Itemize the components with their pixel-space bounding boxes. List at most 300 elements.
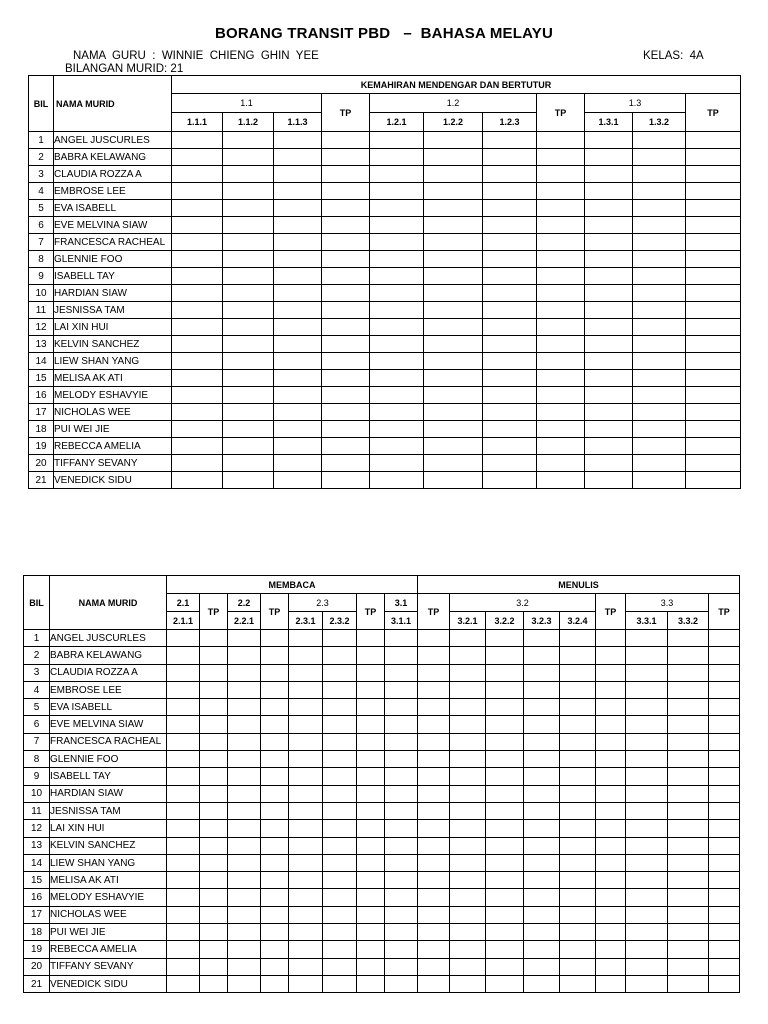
- score-cell[interactable]: [560, 924, 596, 941]
- score-cell[interactable]: [289, 924, 323, 941]
- score-cell[interactable]: [450, 854, 486, 871]
- score-cell[interactable]: [686, 404, 741, 421]
- score-cell[interactable]: [289, 889, 323, 906]
- score-cell[interactable]: [537, 319, 585, 336]
- score-cell[interactable]: [385, 699, 418, 716]
- score-cell[interactable]: [323, 854, 357, 871]
- score-cell[interactable]: [424, 472, 483, 489]
- score-cell[interactable]: [261, 630, 289, 647]
- score-cell[interactable]: [274, 336, 322, 353]
- score-cell[interactable]: [537, 336, 585, 353]
- score-cell[interactable]: [686, 302, 741, 319]
- score-cell[interactable]: [228, 768, 261, 785]
- score-cell[interactable]: [322, 421, 370, 438]
- score-cell[interactable]: [418, 820, 450, 837]
- score-cell[interactable]: [274, 455, 322, 472]
- score-cell[interactable]: [385, 751, 418, 768]
- score-cell[interactable]: [223, 285, 274, 302]
- score-cell[interactable]: [357, 785, 385, 802]
- score-cell[interactable]: [560, 854, 596, 871]
- score-cell[interactable]: [560, 630, 596, 647]
- score-cell[interactable]: [626, 802, 668, 819]
- score-cell[interactable]: [626, 647, 668, 664]
- score-cell[interactable]: [322, 285, 370, 302]
- score-cell[interactable]: [524, 837, 560, 854]
- score-cell[interactable]: [668, 785, 709, 802]
- score-cell[interactable]: [633, 387, 686, 404]
- score-cell[interactable]: [370, 200, 424, 217]
- score-cell[interactable]: [709, 768, 740, 785]
- score-cell[interactable]: [167, 854, 200, 871]
- score-cell[interactable]: [223, 166, 274, 183]
- score-cell[interactable]: [357, 647, 385, 664]
- score-cell[interactable]: [560, 906, 596, 923]
- score-cell[interactable]: [322, 353, 370, 370]
- score-cell[interactable]: [585, 353, 633, 370]
- score-cell[interactable]: [223, 302, 274, 319]
- score-cell[interactable]: [524, 802, 560, 819]
- score-cell[interactable]: [450, 647, 486, 664]
- score-cell[interactable]: [274, 302, 322, 319]
- score-cell[interactable]: [385, 664, 418, 681]
- score-cell[interactable]: [560, 768, 596, 785]
- score-cell[interactable]: [483, 132, 537, 149]
- score-cell[interactable]: [385, 768, 418, 785]
- score-cell[interactable]: [418, 664, 450, 681]
- score-cell[interactable]: [172, 336, 223, 353]
- score-cell[interactable]: [200, 837, 228, 854]
- score-cell[interactable]: [524, 733, 560, 750]
- score-cell[interactable]: [172, 302, 223, 319]
- score-cell[interactable]: [596, 958, 626, 975]
- score-cell[interactable]: [274, 217, 322, 234]
- score-cell[interactable]: [223, 217, 274, 234]
- score-cell[interactable]: [633, 302, 686, 319]
- score-cell[interactable]: [709, 647, 740, 664]
- score-cell[interactable]: [370, 404, 424, 421]
- score-cell[interactable]: [228, 733, 261, 750]
- score-cell[interactable]: [289, 716, 323, 733]
- score-cell[interactable]: [450, 958, 486, 975]
- score-cell[interactable]: [560, 681, 596, 698]
- score-cell[interactable]: [633, 149, 686, 166]
- score-cell[interactable]: [626, 785, 668, 802]
- score-cell[interactable]: [323, 975, 357, 992]
- score-cell[interactable]: [385, 872, 418, 889]
- score-cell[interactable]: [486, 924, 524, 941]
- score-cell[interactable]: [633, 234, 686, 251]
- score-cell[interactable]: [370, 234, 424, 251]
- score-cell[interactable]: [537, 285, 585, 302]
- score-cell[interactable]: [323, 924, 357, 941]
- score-cell[interactable]: [585, 319, 633, 336]
- score-cell[interactable]: [418, 751, 450, 768]
- score-cell[interactable]: [560, 889, 596, 906]
- score-cell[interactable]: [524, 785, 560, 802]
- score-cell[interactable]: [596, 872, 626, 889]
- score-cell[interactable]: [686, 421, 741, 438]
- score-cell[interactable]: [370, 268, 424, 285]
- score-cell[interactable]: [626, 958, 668, 975]
- score-cell[interactable]: [537, 251, 585, 268]
- score-cell[interactable]: [424, 353, 483, 370]
- score-cell[interactable]: [289, 802, 323, 819]
- score-cell[interactable]: [486, 647, 524, 664]
- score-cell[interactable]: [289, 958, 323, 975]
- score-cell[interactable]: [228, 630, 261, 647]
- score-cell[interactable]: [424, 251, 483, 268]
- score-cell[interactable]: [200, 906, 228, 923]
- score-cell[interactable]: [357, 802, 385, 819]
- score-cell[interactable]: [322, 166, 370, 183]
- score-cell[interactable]: [172, 132, 223, 149]
- score-cell[interactable]: [357, 872, 385, 889]
- score-cell[interactable]: [200, 699, 228, 716]
- score-cell[interactable]: [228, 751, 261, 768]
- score-cell[interactable]: [228, 872, 261, 889]
- score-cell[interactable]: [483, 183, 537, 200]
- score-cell[interactable]: [633, 353, 686, 370]
- score-cell[interactable]: [418, 837, 450, 854]
- score-cell[interactable]: [585, 370, 633, 387]
- score-cell[interactable]: [261, 975, 289, 992]
- score-cell[interactable]: [596, 664, 626, 681]
- score-cell[interactable]: [524, 647, 560, 664]
- score-cell[interactable]: [370, 472, 424, 489]
- score-cell[interactable]: [385, 924, 418, 941]
- score-cell[interactable]: [357, 699, 385, 716]
- score-cell[interactable]: [261, 906, 289, 923]
- score-cell[interactable]: [668, 958, 709, 975]
- score-cell[interactable]: [322, 183, 370, 200]
- score-cell[interactable]: [633, 285, 686, 302]
- score-cell[interactable]: [709, 733, 740, 750]
- score-cell[interactable]: [228, 785, 261, 802]
- score-cell[interactable]: [385, 681, 418, 698]
- score-cell[interactable]: [483, 166, 537, 183]
- score-cell[interactable]: [289, 906, 323, 923]
- score-cell[interactable]: [483, 217, 537, 234]
- score-cell[interactable]: [686, 217, 741, 234]
- score-cell[interactable]: [385, 802, 418, 819]
- score-cell[interactable]: [172, 421, 223, 438]
- score-cell[interactable]: [483, 268, 537, 285]
- score-cell[interactable]: [524, 924, 560, 941]
- score-cell[interactable]: [228, 975, 261, 992]
- score-cell[interactable]: [228, 837, 261, 854]
- score-cell[interactable]: [418, 768, 450, 785]
- score-cell[interactable]: [585, 404, 633, 421]
- score-cell[interactable]: [596, 820, 626, 837]
- score-cell[interactable]: [200, 854, 228, 871]
- score-cell[interactable]: [424, 438, 483, 455]
- score-cell[interactable]: [323, 681, 357, 698]
- score-cell[interactable]: [596, 837, 626, 854]
- score-cell[interactable]: [370, 387, 424, 404]
- score-cell[interactable]: [585, 472, 633, 489]
- score-cell[interactable]: [357, 733, 385, 750]
- score-cell[interactable]: [370, 285, 424, 302]
- score-cell[interactable]: [537, 455, 585, 472]
- score-cell[interactable]: [524, 664, 560, 681]
- score-cell[interactable]: [167, 975, 200, 992]
- score-cell[interactable]: [200, 664, 228, 681]
- score-cell[interactable]: [709, 889, 740, 906]
- score-cell[interactable]: [709, 924, 740, 941]
- score-cell[interactable]: [418, 924, 450, 941]
- score-cell[interactable]: [686, 438, 741, 455]
- score-cell[interactable]: [289, 872, 323, 889]
- score-cell[interactable]: [370, 149, 424, 166]
- score-cell[interactable]: [668, 889, 709, 906]
- score-cell[interactable]: [668, 924, 709, 941]
- score-cell[interactable]: [223, 336, 274, 353]
- score-cell[interactable]: [289, 820, 323, 837]
- score-cell[interactable]: [450, 630, 486, 647]
- score-cell[interactable]: [686, 387, 741, 404]
- score-cell[interactable]: [486, 802, 524, 819]
- score-cell[interactable]: [289, 733, 323, 750]
- score-cell[interactable]: [560, 820, 596, 837]
- score-cell[interactable]: [626, 664, 668, 681]
- score-cell[interactable]: [537, 268, 585, 285]
- score-cell[interactable]: [167, 785, 200, 802]
- score-cell[interactable]: [200, 941, 228, 958]
- score-cell[interactable]: [167, 733, 200, 750]
- score-cell[interactable]: [172, 472, 223, 489]
- score-cell[interactable]: [483, 353, 537, 370]
- score-cell[interactable]: [483, 387, 537, 404]
- score-cell[interactable]: [172, 319, 223, 336]
- score-cell[interactable]: [585, 234, 633, 251]
- score-cell[interactable]: [668, 733, 709, 750]
- score-cell[interactable]: [596, 733, 626, 750]
- score-cell[interactable]: [385, 820, 418, 837]
- score-cell[interactable]: [323, 802, 357, 819]
- score-cell[interactable]: [261, 699, 289, 716]
- score-cell[interactable]: [274, 370, 322, 387]
- score-cell[interactable]: [274, 149, 322, 166]
- score-cell[interactable]: [626, 889, 668, 906]
- score-cell[interactable]: [537, 166, 585, 183]
- score-cell[interactable]: [385, 854, 418, 871]
- score-cell[interactable]: [626, 699, 668, 716]
- score-cell[interactable]: [424, 132, 483, 149]
- score-cell[interactable]: [424, 200, 483, 217]
- score-cell[interactable]: [709, 681, 740, 698]
- score-cell[interactable]: [450, 924, 486, 941]
- score-cell[interactable]: [228, 941, 261, 958]
- score-cell[interactable]: [200, 802, 228, 819]
- score-cell[interactable]: [274, 166, 322, 183]
- score-cell[interactable]: [261, 664, 289, 681]
- score-cell[interactable]: [709, 802, 740, 819]
- score-cell[interactable]: [596, 768, 626, 785]
- score-cell[interactable]: [668, 820, 709, 837]
- score-cell[interactable]: [560, 941, 596, 958]
- score-cell[interactable]: [323, 889, 357, 906]
- score-cell[interactable]: [424, 268, 483, 285]
- score-cell[interactable]: [626, 941, 668, 958]
- score-cell[interactable]: [167, 924, 200, 941]
- score-cell[interactable]: [261, 837, 289, 854]
- score-cell[interactable]: [322, 234, 370, 251]
- score-cell[interactable]: [486, 699, 524, 716]
- score-cell[interactable]: [322, 455, 370, 472]
- score-cell[interactable]: [537, 353, 585, 370]
- score-cell[interactable]: [385, 906, 418, 923]
- score-cell[interactable]: [626, 751, 668, 768]
- score-cell[interactable]: [274, 404, 322, 421]
- score-cell[interactable]: [357, 924, 385, 941]
- score-cell[interactable]: [486, 751, 524, 768]
- score-cell[interactable]: [261, 647, 289, 664]
- score-cell[interactable]: [560, 837, 596, 854]
- score-cell[interactable]: [424, 336, 483, 353]
- score-cell[interactable]: [709, 941, 740, 958]
- score-cell[interactable]: [322, 370, 370, 387]
- score-cell[interactable]: [596, 699, 626, 716]
- score-cell[interactable]: [486, 872, 524, 889]
- score-cell[interactable]: [686, 319, 741, 336]
- score-cell[interactable]: [200, 630, 228, 647]
- score-cell[interactable]: [385, 975, 418, 992]
- score-cell[interactable]: [418, 975, 450, 992]
- score-cell[interactable]: [261, 681, 289, 698]
- score-cell[interactable]: [585, 387, 633, 404]
- score-cell[interactable]: [596, 906, 626, 923]
- score-cell[interactable]: [167, 820, 200, 837]
- score-cell[interactable]: [626, 872, 668, 889]
- score-cell[interactable]: [709, 975, 740, 992]
- score-cell[interactable]: [223, 472, 274, 489]
- score-cell[interactable]: [289, 647, 323, 664]
- score-cell[interactable]: [483, 438, 537, 455]
- score-cell[interactable]: [668, 768, 709, 785]
- score-cell[interactable]: [172, 438, 223, 455]
- score-cell[interactable]: [322, 319, 370, 336]
- score-cell[interactable]: [167, 958, 200, 975]
- score-cell[interactable]: [385, 733, 418, 750]
- score-cell[interactable]: [537, 472, 585, 489]
- score-cell[interactable]: [322, 404, 370, 421]
- score-cell[interactable]: [223, 319, 274, 336]
- score-cell[interactable]: [709, 716, 740, 733]
- score-cell[interactable]: [274, 387, 322, 404]
- score-cell[interactable]: [585, 200, 633, 217]
- score-cell[interactable]: [686, 455, 741, 472]
- score-cell[interactable]: [668, 699, 709, 716]
- score-cell[interactable]: [424, 149, 483, 166]
- score-cell[interactable]: [585, 217, 633, 234]
- score-cell[interactable]: [486, 664, 524, 681]
- score-cell[interactable]: [686, 166, 741, 183]
- score-cell[interactable]: [486, 681, 524, 698]
- score-cell[interactable]: [370, 319, 424, 336]
- score-cell[interactable]: [357, 751, 385, 768]
- score-cell[interactable]: [424, 285, 483, 302]
- score-cell[interactable]: [524, 716, 560, 733]
- score-cell[interactable]: [524, 751, 560, 768]
- score-cell[interactable]: [274, 353, 322, 370]
- score-cell[interactable]: [686, 285, 741, 302]
- score-cell[interactable]: [537, 200, 585, 217]
- score-cell[interactable]: [524, 699, 560, 716]
- score-cell[interactable]: [483, 234, 537, 251]
- score-cell[interactable]: [274, 421, 322, 438]
- score-cell[interactable]: [524, 630, 560, 647]
- score-cell[interactable]: [686, 370, 741, 387]
- score-cell[interactable]: [633, 217, 686, 234]
- score-cell[interactable]: [537, 132, 585, 149]
- score-cell[interactable]: [596, 716, 626, 733]
- score-cell[interactable]: [418, 630, 450, 647]
- score-cell[interactable]: [167, 906, 200, 923]
- score-cell[interactable]: [323, 647, 357, 664]
- score-cell[interactable]: [223, 370, 274, 387]
- score-cell[interactable]: [385, 647, 418, 664]
- score-cell[interactable]: [323, 733, 357, 750]
- score-cell[interactable]: [172, 404, 223, 421]
- score-cell[interactable]: [709, 958, 740, 975]
- score-cell[interactable]: [486, 958, 524, 975]
- score-cell[interactable]: [626, 906, 668, 923]
- score-cell[interactable]: [274, 183, 322, 200]
- score-cell[interactable]: [274, 251, 322, 268]
- score-cell[interactable]: [228, 699, 261, 716]
- score-cell[interactable]: [450, 975, 486, 992]
- score-cell[interactable]: [450, 751, 486, 768]
- score-cell[interactable]: [370, 438, 424, 455]
- score-cell[interactable]: [483, 404, 537, 421]
- score-cell[interactable]: [357, 630, 385, 647]
- score-cell[interactable]: [596, 924, 626, 941]
- score-cell[interactable]: [167, 716, 200, 733]
- score-cell[interactable]: [560, 872, 596, 889]
- score-cell[interactable]: [418, 941, 450, 958]
- score-cell[interactable]: [357, 889, 385, 906]
- score-cell[interactable]: [370, 183, 424, 200]
- score-cell[interactable]: [626, 630, 668, 647]
- score-cell[interactable]: [323, 941, 357, 958]
- score-cell[interactable]: [289, 854, 323, 871]
- score-cell[interactable]: [323, 699, 357, 716]
- score-cell[interactable]: [289, 785, 323, 802]
- score-cell[interactable]: [686, 183, 741, 200]
- score-cell[interactable]: [585, 183, 633, 200]
- score-cell[interactable]: [200, 733, 228, 750]
- score-cell[interactable]: [709, 837, 740, 854]
- score-cell[interactable]: [370, 336, 424, 353]
- score-cell[interactable]: [261, 889, 289, 906]
- score-cell[interactable]: [626, 733, 668, 750]
- score-cell[interactable]: [668, 802, 709, 819]
- score-cell[interactable]: [172, 251, 223, 268]
- score-cell[interactable]: [596, 785, 626, 802]
- score-cell[interactable]: [424, 166, 483, 183]
- score-cell[interactable]: [585, 421, 633, 438]
- score-cell[interactable]: [483, 149, 537, 166]
- score-cell[interactable]: [370, 370, 424, 387]
- score-cell[interactable]: [418, 906, 450, 923]
- score-cell[interactable]: [172, 149, 223, 166]
- score-cell[interactable]: [418, 716, 450, 733]
- score-cell[interactable]: [560, 958, 596, 975]
- score-cell[interactable]: [323, 820, 357, 837]
- score-cell[interactable]: [274, 268, 322, 285]
- score-cell[interactable]: [560, 733, 596, 750]
- score-cell[interactable]: [370, 421, 424, 438]
